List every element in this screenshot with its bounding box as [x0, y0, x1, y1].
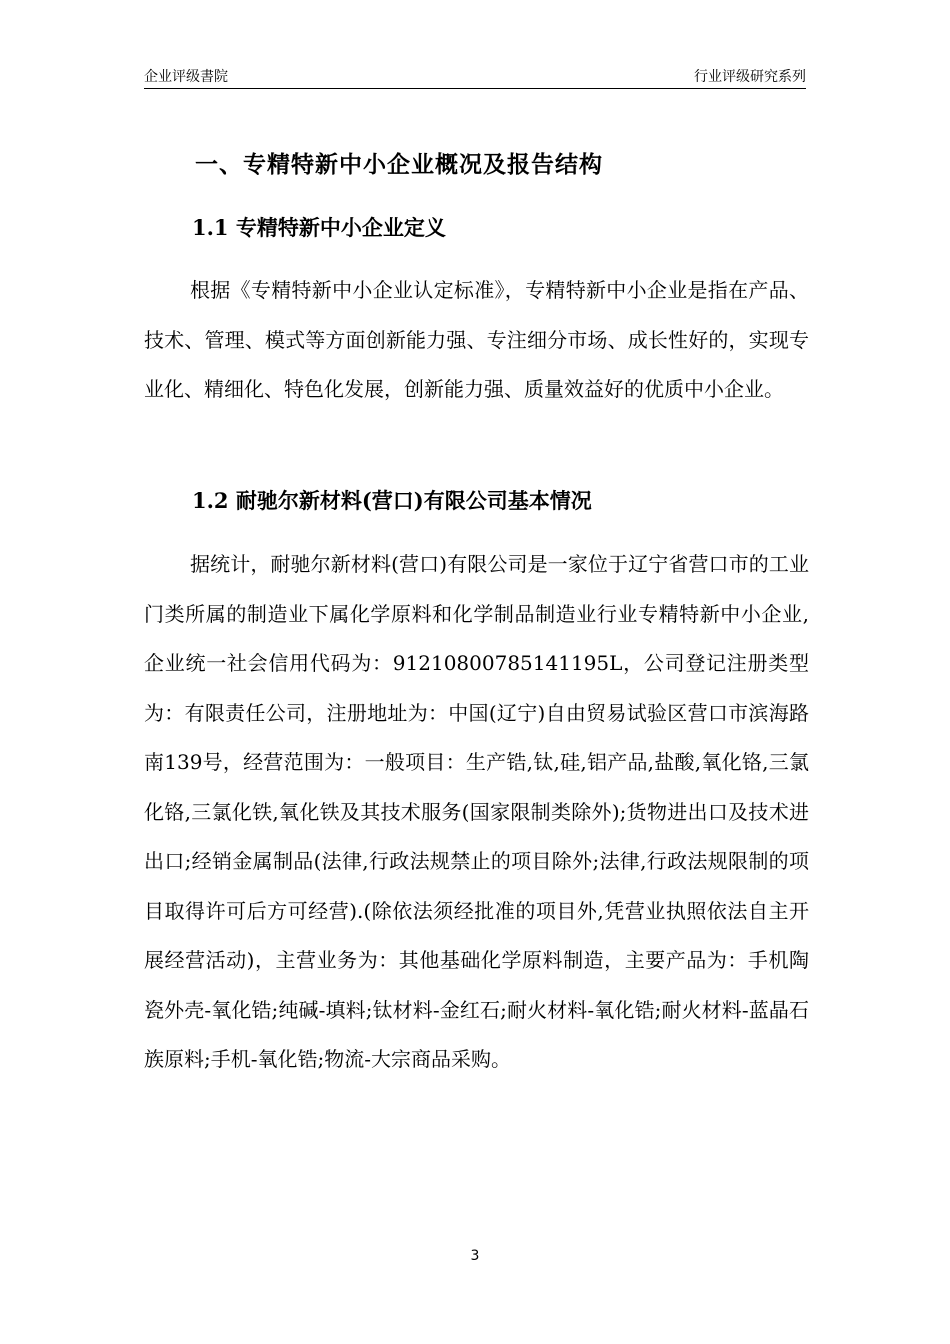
header-publisher: 企业评级書院	[144, 69, 228, 85]
page-number: 3	[470, 1248, 480, 1264]
subsection-title-company-info: 1.2 耐驰尔新材料(营口)有限公司基本情况	[192, 488, 592, 513]
header-series: 行业评级研究系列	[694, 69, 806, 85]
section-title: 一、专精特新中小企业概况及报告结构	[195, 151, 603, 178]
paragraph-definition: 根据《专精特新中小企业认定标准》，专精特新中小企业是指在产品、技术、管理、模式等方面创新能力强、专注细分市场、成长性好的，实现专业化、精细化、特色化发展，创新能力强、质量效益好的优质中小企业。	[144, 278, 809, 401]
paragraph-company-info: 据统计，耐驰尔新材料(营口)有限公司是一家位于辽宁省营口市的工业门类所属的制造业下属化学原料和化学制品制造业行业专精特新中小企业,企业统一社会信用代码为：91210800785141195L，公司登记注册类型为：有限责任公司，注册地址为：中国(辽宁)自由贸易试验区营口市滨海路南139号，经营范围为：一般项目：生产锆,钛,硅,铝产品,盐酸,氧化铬,三氯化铬,三氯化铁,氧化铁及其技术服务(国家限制类除外);货物进出口及技术进出口;经销金属制品(法律,行政法规禁止的项目除外;法律,行政法规限制的项目取得许可后方可经营).(除依法须经批准的项目外,凭营业执照依法自主开展经营活动)，主营业务为：其他基础化学原料制造，主要产品为：手机陶瓷外壳-氧化锆;纯碱-填料;钛材料-金红石;耐火材料-氧化锆;耐火材料-蓝晶石族原料;手机-氧化锆;物流-大宗商品采购。	[144, 552, 809, 1071]
page-header	[144, 66, 806, 89]
subsection-title-definition: 1.1 专精特新中小企业定义	[192, 215, 446, 240]
